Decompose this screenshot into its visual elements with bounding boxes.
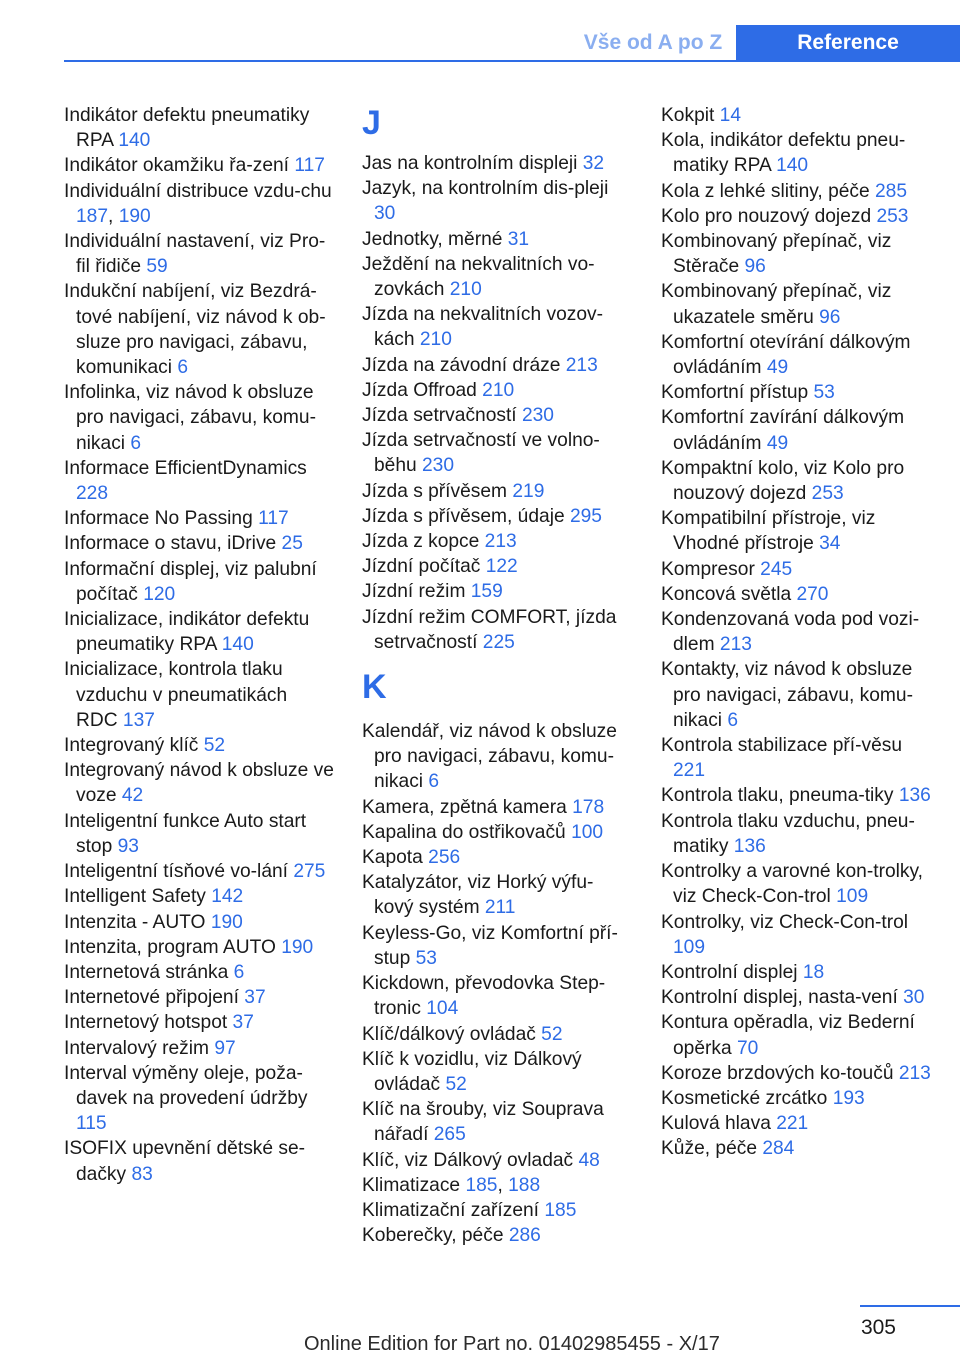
index-entry bbox=[661, 910, 933, 960]
page-link[interactable]: 270 bbox=[796, 583, 829, 605]
page-link[interactable]: 52 bbox=[445, 1073, 467, 1095]
index-column-2 bbox=[362, 103, 632, 1248]
index-entry bbox=[661, 960, 933, 985]
page-link[interactable]: 6 bbox=[233, 961, 245, 983]
index-entry bbox=[362, 227, 632, 252]
index-entry bbox=[362, 1173, 632, 1198]
index-entry bbox=[64, 960, 334, 985]
entry-text: Informační displej, viz palubní počítač bbox=[64, 558, 317, 605]
entry-text: Kontura opěradla, viz Bederní opěrka bbox=[661, 1012, 915, 1059]
page-link[interactable]: 221 bbox=[776, 1113, 809, 1135]
page-link[interactable]: 59 bbox=[146, 256, 168, 278]
index-entry bbox=[64, 153, 334, 178]
entry-text: Kompatibilní přístroje, viz Vhodné přístroje bbox=[661, 508, 876, 555]
entry-text: Inteligentní funkce Auto start stop bbox=[64, 810, 307, 857]
index-entry bbox=[661, 204, 933, 229]
page-link[interactable]: 6 bbox=[428, 771, 440, 793]
entry-text: Inicializace, kontrola tlaku vzduchu v pneumatikách RDC bbox=[64, 659, 288, 731]
index-entry bbox=[362, 1097, 632, 1147]
entry-text: Infolinka, viz návod k obsluze pro navigaci, zábavu, komu-nikaci bbox=[64, 382, 316, 454]
page-link[interactable]: 122 bbox=[485, 556, 518, 578]
page-link[interactable]: 48 bbox=[578, 1149, 600, 1171]
entry-text: Kontrolky, viz Check-Con-trol bbox=[661, 911, 909, 933]
entry-text: Intervalový režim bbox=[64, 1037, 215, 1059]
index-entry bbox=[362, 921, 632, 971]
index-column-1 bbox=[64, 103, 334, 1187]
entry-text: Kamera, zpětná kamera bbox=[362, 796, 573, 818]
index-entry bbox=[64, 884, 334, 909]
entry-text: Jízda s přívěsem, údaje bbox=[362, 505, 570, 527]
entry-text: Kombinovaný přepínač, viz ukazatele směru bbox=[661, 281, 892, 328]
entry-text: Indikátor defektu pneumatiky RPA bbox=[64, 105, 310, 152]
index-entry bbox=[661, 1086, 933, 1111]
index-entry bbox=[64, 935, 334, 960]
index-entry bbox=[64, 531, 334, 556]
index-entry bbox=[661, 859, 933, 909]
index-entry bbox=[362, 529, 632, 554]
page-link[interactable]: 285 bbox=[875, 180, 908, 202]
index-entry bbox=[661, 128, 933, 178]
index-entry bbox=[64, 859, 334, 884]
page-separator: , bbox=[497, 1174, 509, 1196]
entry-text: Jízda setrvačností bbox=[362, 405, 522, 427]
entry-text: Kontrolní displej bbox=[661, 961, 803, 983]
entry-text: Kola z lehké slitiny, péče bbox=[661, 180, 876, 202]
page-link[interactable]: 14 bbox=[719, 105, 742, 126]
page-link[interactable]: 37 bbox=[232, 1012, 254, 1034]
index-column-3 bbox=[661, 103, 933, 1162]
index-entry bbox=[362, 820, 632, 845]
page-link[interactable]: 230 bbox=[422, 455, 455, 477]
index-entry bbox=[661, 809, 933, 859]
page-link[interactable]: 115 bbox=[76, 1113, 107, 1135]
index-entry bbox=[362, 795, 632, 820]
entry-text: Kombinovaný přepínač, viz Stěrače bbox=[661, 231, 892, 278]
page-link[interactable]: 31 bbox=[507, 228, 530, 250]
entry-text: Individuální nastavení, viz Pro-fil řidiče bbox=[64, 231, 326, 278]
entry-text: Kompresor bbox=[661, 558, 761, 580]
index-entry bbox=[362, 176, 632, 226]
index-entry bbox=[661, 1010, 933, 1060]
index-entry bbox=[661, 1061, 933, 1086]
entry-text: Kondenzovaná voda pod vozi-dlem bbox=[661, 609, 920, 656]
page-link[interactable]: 53 bbox=[415, 947, 437, 969]
index-entry bbox=[64, 456, 334, 506]
page-link[interactable]: 228 bbox=[76, 483, 109, 505]
page-link[interactable]: 109 bbox=[836, 886, 869, 908]
entry-text: Ježdění na nekvalitních vo-zovkách bbox=[362, 253, 595, 301]
entry-text: Jas na kontrolním displeji bbox=[362, 153, 583, 174]
page-link[interactable]: 210 bbox=[419, 329, 452, 351]
entry-text: Klíč/dálkový ovládač bbox=[362, 1023, 542, 1045]
page-link[interactable]: 188 bbox=[508, 1174, 541, 1196]
index-entry bbox=[362, 579, 632, 604]
entry-text: Kontakty, viz návod k obsluze pro navigaci, zábavu, komu-nikaci bbox=[661, 659, 913, 731]
entry-text: Interval výměny oleje, poža-davek na provedení údržby bbox=[64, 1062, 308, 1109]
index-entry bbox=[661, 229, 933, 279]
index-entry bbox=[64, 985, 334, 1010]
page-link[interactable]: 96 bbox=[819, 306, 841, 328]
index-entry bbox=[64, 733, 334, 758]
index-entry bbox=[64, 809, 334, 859]
page-link[interactable]: 96 bbox=[744, 256, 766, 278]
index-entry bbox=[661, 179, 933, 204]
entry-text: Informace o stavu, iDrive bbox=[64, 533, 282, 555]
entry-text: Internetová stránka bbox=[64, 961, 234, 983]
index-entry bbox=[64, 229, 334, 279]
page-link[interactable]: 52 bbox=[203, 735, 226, 757]
index-entry bbox=[362, 1223, 632, 1248]
page-link[interactable]: 190 bbox=[281, 936, 314, 958]
index-entry bbox=[661, 607, 933, 657]
page-link[interactable]: 256 bbox=[428, 847, 461, 869]
entry-text: Individuální distribuce vzdu-chu bbox=[64, 180, 332, 202]
entry-text: Katalyzátor, viz Horký výfu-kový systém bbox=[362, 872, 594, 919]
entry-text: Internetový hotspot bbox=[64, 1012, 233, 1034]
entry-text: Kůže, péče bbox=[661, 1138, 763, 1160]
page-link[interactable]: 213 bbox=[484, 531, 517, 553]
entry-text: Komfortní otevírání dálkovým ovládáním bbox=[661, 331, 911, 379]
index-entry bbox=[64, 1036, 334, 1061]
page-link[interactable]: 120 bbox=[143, 583, 176, 605]
page-link[interactable]: 245 bbox=[760, 558, 793, 580]
page-link[interactable]: 275 bbox=[293, 861, 326, 883]
page-separator: , bbox=[108, 205, 119, 227]
index-entry bbox=[64, 1136, 334, 1186]
page-link[interactable]: 210 bbox=[449, 279, 482, 301]
index-entry bbox=[661, 380, 933, 405]
index-entry bbox=[64, 506, 334, 531]
index-entry bbox=[661, 733, 933, 783]
entry-text: Inicializace, indikátor defektu pneumatiky RPA bbox=[64, 609, 310, 656]
entry-text: Kontrolní displej, nasta-vení bbox=[661, 987, 904, 1009]
entry-text: Klimatizační zařízení bbox=[362, 1199, 545, 1221]
entry-text: ISOFIX upevnění dětské se-dačky bbox=[64, 1138, 306, 1185]
page-link[interactable]: 109 bbox=[673, 936, 706, 958]
page-link[interactable]: 253 bbox=[811, 483, 844, 505]
entry-text: Kapota bbox=[362, 847, 429, 869]
entry-text: Integrovaný klíč bbox=[64, 735, 204, 757]
entry-text: Jízda Offroad bbox=[362, 379, 483, 401]
page-link[interactable]: 34 bbox=[819, 533, 841, 555]
page-link[interactable]: 52 bbox=[541, 1023, 563, 1045]
index-entry bbox=[64, 557, 334, 607]
page-link[interactable]: 193 bbox=[832, 1087, 865, 1109]
index-entry bbox=[64, 380, 334, 456]
index-entry bbox=[661, 279, 933, 329]
entry-text: Jízdní režim bbox=[362, 581, 471, 603]
page-link[interactable]: 25 bbox=[281, 533, 303, 555]
edition-note: Online Edition for Part no. 01402985455 - X/17 bbox=[304, 1333, 720, 1355]
page-link[interactable]: 140 bbox=[776, 155, 809, 177]
index-entry bbox=[661, 1111, 933, 1136]
entry-text: Intelligent Safety bbox=[64, 886, 212, 908]
entry-text: Kapalina do ostřikovačů bbox=[362, 821, 572, 843]
footer-rule bbox=[860, 1305, 960, 1307]
index-entry bbox=[64, 657, 334, 733]
index-entry bbox=[362, 1047, 632, 1097]
page-link[interactable]: 213 bbox=[565, 354, 598, 376]
index-entry bbox=[661, 557, 933, 582]
page-link[interactable]: 137 bbox=[122, 709, 155, 731]
index-entry bbox=[362, 719, 632, 795]
page-link[interactable]: 211 bbox=[484, 897, 516, 919]
page-link[interactable]: 142 bbox=[211, 886, 244, 908]
entry-text: Jízda na nekvalitních vozov-kách bbox=[362, 304, 604, 351]
page-link[interactable]: 159 bbox=[470, 581, 503, 603]
index-entry bbox=[661, 405, 933, 455]
entry-text: Inteligentní tísňové vo-lání bbox=[64, 861, 294, 883]
page-link[interactable]: 221 bbox=[673, 760, 706, 782]
page-link[interactable]: 136 bbox=[898, 785, 931, 807]
entry-text: Jazyk, na kontrolním dis-pleji bbox=[362, 178, 609, 200]
tab-section[interactable]: Vše od A po Z bbox=[583, 31, 723, 54]
page-link[interactable]: 286 bbox=[508, 1225, 541, 1247]
index-entry bbox=[362, 1198, 632, 1223]
page-link[interactable]: 190 bbox=[118, 205, 151, 227]
index-entry bbox=[362, 403, 632, 428]
index-entry bbox=[362, 1148, 632, 1173]
entry-text: Kola, indikátor defektu pneu-matiky RPA bbox=[661, 130, 906, 177]
page-link[interactable]: 136 bbox=[733, 835, 766, 857]
index-entry bbox=[362, 971, 632, 1021]
entry-text: Koberečky, péče bbox=[362, 1225, 509, 1247]
index-entry bbox=[362, 554, 632, 579]
entry-text: Kontrola tlaku vzduchu, pneu-matiky bbox=[661, 810, 915, 857]
page-link[interactable]: 37 bbox=[244, 987, 266, 1009]
page-link[interactable]: 18 bbox=[802, 961, 825, 983]
index-entry bbox=[362, 252, 632, 302]
index-entry bbox=[362, 302, 632, 352]
entry-text: Komfortní zavírání dálkovým ovládáním bbox=[661, 407, 905, 454]
index-entry bbox=[362, 151, 632, 176]
entry-text: Integrovaný návod k obsluze ve voze bbox=[64, 760, 334, 807]
index-entry bbox=[64, 279, 334, 380]
index-entry bbox=[64, 758, 334, 808]
page-link[interactable]: 210 bbox=[482, 379, 515, 401]
entry-text: Kompaktní kolo, viz Kolo pro nouzový dojezd bbox=[661, 457, 905, 505]
page-link[interactable]: 49 bbox=[766, 357, 789, 379]
entry-text: Jízda z kopce bbox=[362, 531, 485, 553]
entry-text: Klíč k vozidlu, viz Dálkový ovládač bbox=[362, 1048, 582, 1095]
entry-text: Kontrolky a varovné kon-trolky, viz Check-Con-trol bbox=[661, 861, 923, 908]
section-letter: J bbox=[362, 104, 381, 142]
entry-text: Koncová světla bbox=[661, 583, 797, 605]
page-link[interactable]: 49 bbox=[766, 432, 789, 454]
index-entry bbox=[64, 179, 334, 229]
entry-text: Keyless-Go, viz Komfortní pří-stup bbox=[362, 922, 618, 969]
tab-reference[interactable]: Reference bbox=[736, 25, 960, 61]
page-link[interactable]: 104 bbox=[426, 998, 459, 1020]
page-link[interactable]: 117 bbox=[258, 508, 289, 530]
page-link[interactable]: 187 bbox=[76, 205, 109, 227]
entry-text: Kulová hlava bbox=[661, 1113, 777, 1135]
entry-text: Klimatizace bbox=[362, 1174, 466, 1196]
page-number: 305 bbox=[860, 1316, 896, 1339]
section-letter: K bbox=[362, 668, 387, 707]
entry-text: Indukční nabíjení, viz Bezdrá-tové nabíjení, viz návod k ob-sluze pro navigaci, zábavu, komunikaci bbox=[64, 281, 326, 379]
index-entry bbox=[362, 353, 632, 378]
index-entry bbox=[362, 870, 632, 920]
entry-text: Kalendář, viz návod k obsluze pro navigaci, zábavu, komu-nikaci bbox=[362, 721, 617, 793]
page-link[interactable]: 6 bbox=[130, 432, 142, 454]
page-link[interactable]: 295 bbox=[569, 505, 602, 527]
index-entry bbox=[661, 783, 933, 808]
page-link[interactable]: 93 bbox=[117, 835, 139, 857]
entry-text: Kokpit bbox=[661, 105, 720, 126]
page-link[interactable]: 6 bbox=[177, 357, 188, 379]
index-entry bbox=[661, 506, 933, 556]
entry-text: Koroze brzdových ko-toučů bbox=[661, 1062, 899, 1084]
page-link[interactable]: 225 bbox=[482, 631, 515, 653]
index-entry bbox=[362, 504, 632, 529]
page-link[interactable]: 265 bbox=[433, 1124, 466, 1146]
page-link[interactable]: 30 bbox=[374, 203, 396, 225]
page-link[interactable]: 42 bbox=[121, 785, 144, 807]
page-link[interactable]: 213 bbox=[898, 1062, 931, 1084]
page-link[interactable]: 6 bbox=[727, 709, 739, 731]
entry-text: Jízda s přívěsem bbox=[362, 480, 513, 502]
entry-text: Informace No Passing bbox=[64, 508, 259, 530]
index-entry bbox=[661, 103, 933, 128]
index-entry bbox=[661, 456, 933, 506]
entry-text: Kontrola stabilizace pří-věsu bbox=[661, 735, 903, 757]
index-entry bbox=[64, 607, 334, 657]
entry-text: Intenzita, program AUTO bbox=[64, 936, 282, 958]
entry-text: Jízdní režim COMFORT, jízda setrvačností bbox=[362, 606, 617, 653]
index-entry bbox=[362, 605, 632, 655]
index-entry bbox=[661, 985, 933, 1010]
header-rule bbox=[64, 60, 960, 62]
page-link[interactable]: 253 bbox=[876, 205, 909, 227]
entry-text: Komfortní přístup bbox=[661, 382, 814, 404]
page-link[interactable]: 185 bbox=[465, 1174, 498, 1196]
page-link[interactable]: 117 bbox=[294, 155, 325, 177]
entry-text: Internetové připojení bbox=[64, 987, 245, 1009]
entry-text: Jízdní počítač bbox=[362, 556, 486, 578]
entry-text: Jízda setrvačností ve volno-běhu bbox=[362, 430, 600, 477]
index-entry bbox=[362, 428, 632, 478]
page-link[interactable]: 185 bbox=[544, 1199, 577, 1221]
entry-text: Jednotky, měrné bbox=[362, 228, 508, 250]
index-entry bbox=[362, 479, 632, 504]
index-entry bbox=[64, 103, 334, 153]
page-link[interactable]: 140 bbox=[221, 634, 254, 656]
page-link[interactable]: 284 bbox=[762, 1138, 795, 1160]
page-link[interactable]: 213 bbox=[719, 634, 752, 656]
entry-text: Kosmetické zrcátko bbox=[661, 1087, 833, 1109]
page-link[interactable]: 32 bbox=[582, 153, 605, 174]
entry-text: Intenzita - AUTO bbox=[64, 911, 211, 933]
index-entry bbox=[661, 1136, 933, 1161]
index-entry bbox=[661, 657, 933, 733]
page-header bbox=[64, 0, 960, 62]
page-link[interactable]: 83 bbox=[131, 1163, 153, 1185]
page-link[interactable]: 30 bbox=[903, 987, 925, 1009]
index-entry bbox=[362, 1022, 632, 1047]
entry-text: Jízda na závodní dráze bbox=[362, 354, 566, 376]
page-link[interactable]: 70 bbox=[737, 1037, 759, 1059]
page-link[interactable]: 53 bbox=[813, 382, 835, 404]
index-entry bbox=[661, 582, 933, 607]
page-link[interactable]: 100 bbox=[571, 821, 604, 843]
page-link[interactable]: 230 bbox=[521, 405, 554, 427]
index-entry bbox=[64, 1010, 334, 1035]
page-link[interactable]: 178 bbox=[572, 796, 605, 818]
index-entry bbox=[362, 378, 632, 403]
entry-text: Klíč, viz Dálkový ovladač bbox=[362, 1149, 579, 1171]
index-entry bbox=[64, 1061, 334, 1137]
page-link[interactable]: 190 bbox=[210, 911, 243, 933]
entry-text: Informace EfficientDynamics bbox=[64, 457, 307, 479]
entry-text: Klíč na šrouby, viz Souprava nářadí bbox=[362, 1099, 604, 1146]
entry-text: Kickdown, převodovka Step-tronic bbox=[362, 973, 606, 1020]
index-entry bbox=[362, 845, 632, 870]
index-entry bbox=[661, 330, 933, 380]
entry-text: Kontrola tlaku, pneuma-tiky bbox=[661, 785, 899, 807]
index-entry bbox=[64, 910, 334, 935]
page-link[interactable]: 140 bbox=[118, 130, 151, 152]
entry-text: Indikátor okamžiku řa-zení bbox=[64, 155, 295, 177]
entry-text: Kolo pro nouzový dojezd bbox=[661, 205, 877, 227]
page-link[interactable]: 97 bbox=[214, 1037, 236, 1059]
page-link[interactable]: 219 bbox=[512, 480, 545, 502]
